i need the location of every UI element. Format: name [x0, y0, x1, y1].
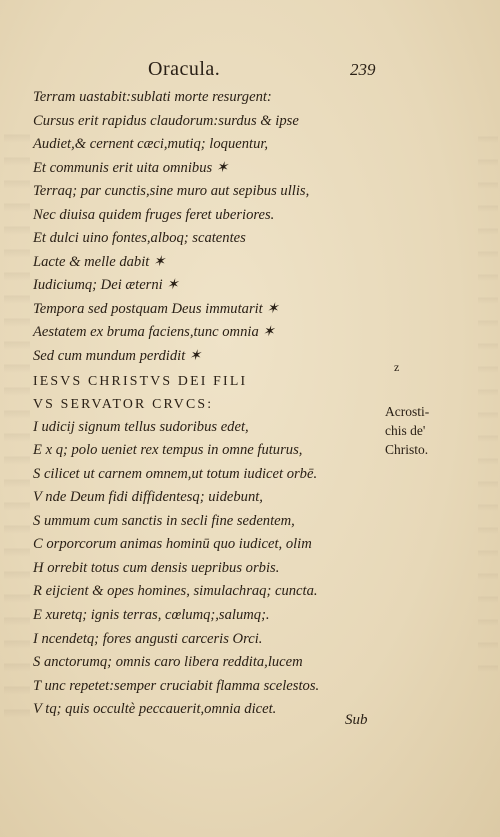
text-line: Nec diuisa quidem fruges feret uberiores. [33, 206, 275, 223]
acrostic-heading-line: VS SERVATOR CRVCS: [33, 396, 214, 412]
text-line: V tq; quis occultè peccauerit,omnia dicet. [33, 701, 277, 718]
text-line: Iudiciumq; Dei æterni ✶ [33, 277, 179, 294]
text-line: Tempora sed postquam Deus immutarit ✶ [33, 300, 279, 317]
text-line: Audiet,& cernent cæci,mutiq; loquentur, [33, 136, 269, 153]
text-line: S cilicet ut carnem omnem,ut totum iudicet orbē. [33, 465, 318, 482]
text-line: S anctorumq; omnis caro libera reddita,lucem [33, 654, 303, 671]
margin-note-line: chis de' [385, 423, 426, 438]
margin-marker: z [394, 360, 400, 374]
text-line: I udicij signum tellus sudoribus edet, [33, 418, 249, 435]
show-through-right [478, 120, 498, 680]
text-line: H orrebit totus cum densis uepribus orbis. [33, 559, 280, 576]
text-line: S ummum cum sanctis in secli fine sedentem, [33, 512, 295, 529]
text-line: E xuretq; ignis terras, cœlumq;,salumq;. [33, 607, 270, 624]
margin-note-line: Acrosti- [385, 404, 430, 419]
text-line: V nde Deum fidi diffidentesq; uidebunt, [33, 489, 263, 506]
catchword: Sub [345, 712, 368, 728]
text-line: I ncendetq; fores angusti carceris Orci. [33, 630, 263, 647]
text-line: T unc repetet:semper cruciabit flamma scelestos. [33, 677, 320, 694]
text-line: Et dulci uino fontes,alboq; scatentes [33, 230, 246, 247]
text-line: Terraq; par cunctis,sine muro aut sepibus ullis, [33, 183, 310, 200]
text-line: C orporcorum animas hominū quo iudicet, olim [33, 536, 312, 553]
text-line: Sed cum mundum perdidit ✶ [33, 348, 202, 365]
running-head: Oracula. [148, 58, 221, 80]
text-line: Terram uastabit:sublati morte resurgent: [33, 89, 272, 105]
text-line: Et communis erit uita omnibus ✶ [33, 159, 229, 176]
text-line: Cursus erit rapidus claudorum:surdus & ipse [33, 112, 299, 129]
text-line: Lacte & melle dabit ✶ [33, 253, 166, 270]
margin-note [385, 402, 475, 459]
acrostic-heading-line: IESVS CHRISTVS DEI FILI [33, 372, 248, 388]
text-line: R eijcient & opes homines, simulachraq; cuncta. [33, 583, 318, 600]
text-line: E x q; polo ueniet rex tempus in omne futurus, [33, 442, 303, 459]
page-number: 239 [350, 60, 376, 79]
show-through-left [4, 120, 30, 730]
margin-note-line: Christo. [385, 442, 429, 457]
verse-text [33, 86, 383, 722]
text-line: Aestatem ex bruma faciens,tunc omnia ✶ [33, 324, 275, 341]
